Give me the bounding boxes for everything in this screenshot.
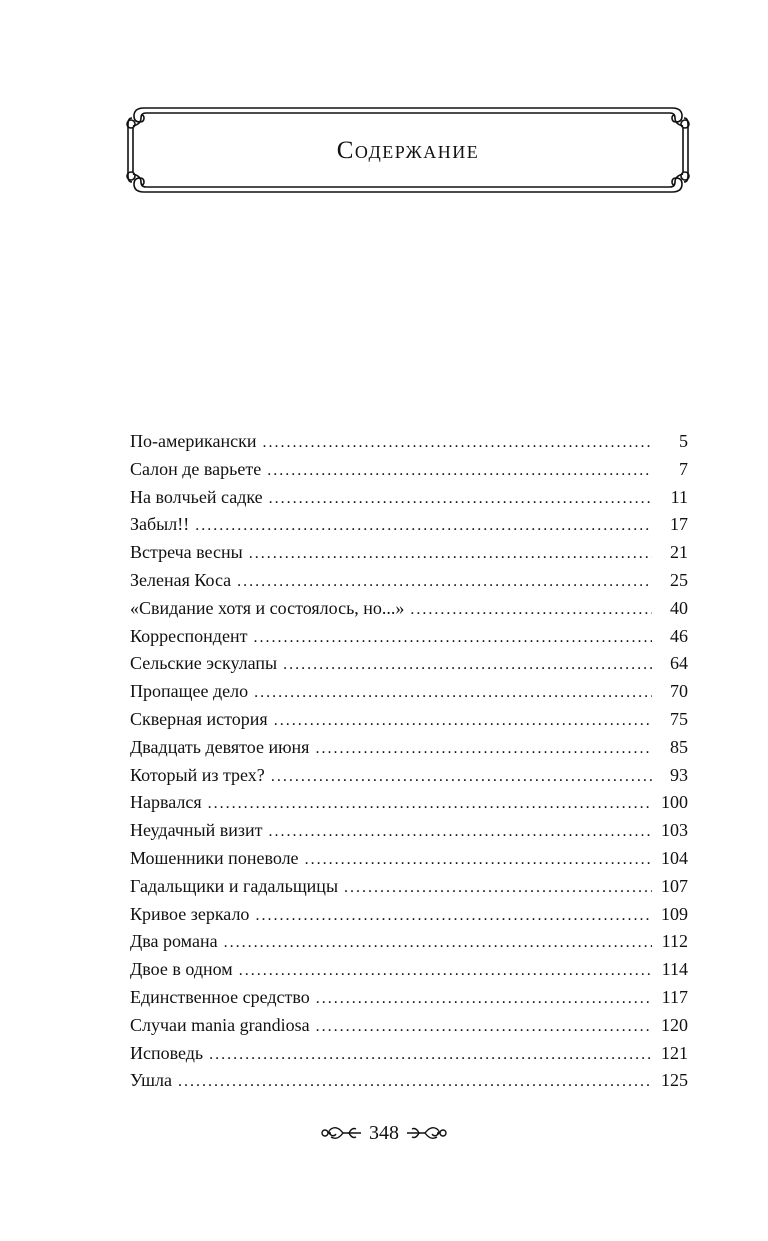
toc-entry-title: Кривое зеркало <box>130 903 250 924</box>
toc-entry-title: «Свидание хотя и состоялось, но...» <box>130 597 405 618</box>
toc-entry <box>130 428 688 456</box>
toc-entry-page: 100 <box>661 792 688 813</box>
toc-leader-dots <box>305 846 652 874</box>
toc-entry-page: 46 <box>670 625 688 646</box>
toc-leader-dots <box>249 540 652 568</box>
toc-entry-page: 93 <box>670 764 688 785</box>
contents-header-frame <box>122 104 694 196</box>
toc-entry-page: 120 <box>661 1014 688 1035</box>
toc-entry-page: 25 <box>670 569 688 590</box>
toc-entry-title: Случаи mania grandiosa <box>130 1014 310 1035</box>
toc-leader-dots <box>255 902 652 930</box>
toc-entry <box>130 539 688 567</box>
toc-leader-dots <box>254 679 652 707</box>
toc-leader-dots <box>209 1041 652 1069</box>
toc-leader-dots <box>178 1068 652 1096</box>
toc-leader-dots <box>224 929 652 957</box>
toc-entry-title: Ушла <box>130 1070 172 1091</box>
toc-entry <box>130 956 688 984</box>
toc-entry-page: 114 <box>661 959 688 980</box>
toc-entry <box>130 789 688 817</box>
toc-entry <box>130 706 688 734</box>
toc-entry <box>130 762 688 790</box>
toc-entry-page: 17 <box>670 514 688 535</box>
toc-entry-title: Зеленая Коса <box>130 569 232 590</box>
toc-entry <box>130 1012 688 1040</box>
toc-entry <box>130 511 688 539</box>
toc-entry-title: Скверная история <box>130 708 268 729</box>
toc-entry <box>130 734 688 762</box>
toc-entry-title: Забыл!! <box>130 514 190 535</box>
toc-entry-page: 103 <box>661 820 688 841</box>
toc-entry <box>130 984 688 1012</box>
toc-entry-page: 85 <box>670 736 688 757</box>
toc-leader-dots <box>237 568 652 596</box>
toc-entry <box>130 595 688 623</box>
toc-entry-page: 64 <box>670 653 688 674</box>
toc-entry-title: Гадальщики и гадальщицы <box>130 875 339 896</box>
toc-leader-dots <box>267 457 652 485</box>
toc-entry-page: 104 <box>661 847 688 868</box>
fleuron-right-icon <box>405 1122 449 1144</box>
toc-entry-page: 5 <box>679 431 688 451</box>
toc-entry-page: 21 <box>670 542 688 563</box>
toc-entry <box>130 650 688 678</box>
toc-entry-title: Исповедь <box>130 1042 204 1063</box>
toc-entry-page: 121 <box>661 1042 688 1063</box>
toc-leader-dots <box>208 790 652 818</box>
toc-leader-dots <box>269 818 653 846</box>
toc-leader-dots <box>410 596 652 624</box>
toc-entry-title: Двое в одном <box>130 959 233 980</box>
toc-entry-page: 112 <box>661 931 688 952</box>
toc-leader-dots <box>315 735 652 763</box>
toc-entry <box>130 901 688 929</box>
toc-entry-title: По-американски <box>130 431 257 451</box>
toc-entry-page: 117 <box>661 986 688 1007</box>
toc-entry-title: Два романа <box>130 931 218 952</box>
toc-entry-page: 40 <box>670 597 688 618</box>
toc-entry <box>130 1040 688 1068</box>
fleuron-left-icon <box>319 1122 363 1144</box>
toc-entry-page: 107 <box>661 875 688 896</box>
page-number: 348 <box>369 1121 399 1144</box>
table-of-contents <box>130 428 688 1095</box>
toc-entry-title: Мошенники поневоле <box>130 847 299 868</box>
toc-leader-dots <box>262 429 652 457</box>
toc-entry-title: Корреспондент <box>130 625 248 646</box>
toc-entry-title: На волчьей садке <box>130 486 263 507</box>
toc-leader-dots <box>316 1013 652 1041</box>
contents-title: Содержание <box>336 137 480 164</box>
toc-entry <box>130 1067 688 1095</box>
toc-entry-title: Неудачный визит <box>130 820 263 841</box>
toc-entry-title: Сельские эскулапы <box>130 653 278 674</box>
toc-leader-dots <box>344 874 652 902</box>
toc-leader-dots <box>239 957 652 985</box>
toc-entry <box>130 623 688 651</box>
toc-leader-dots <box>269 485 652 513</box>
toc-entry-title: Единственное средство <box>130 986 310 1007</box>
toc-entry-title: Который из трех? <box>130 764 265 785</box>
toc-entry-page: 125 <box>661 1070 688 1091</box>
toc-leader-dots <box>195 512 652 540</box>
toc-entry <box>130 456 688 484</box>
page-footer <box>0 1118 768 1148</box>
toc-entry-title: Салон де варьете <box>130 458 262 479</box>
toc-leader-dots <box>271 763 652 791</box>
toc-entry-title: Нарвался <box>130 792 202 813</box>
toc-leader-dots <box>316 985 652 1013</box>
toc-entry-title: Встреча весны <box>130 542 243 563</box>
toc-entry-page: 109 <box>661 903 688 924</box>
toc-entry-title: Пропащее дело <box>130 681 249 702</box>
toc-entry-page: 11 <box>670 486 688 507</box>
toc-leader-dots <box>274 707 652 735</box>
toc-leader-dots <box>283 651 652 679</box>
toc-leader-dots <box>253 624 652 652</box>
toc-entry-page: 75 <box>670 708 688 729</box>
toc-entry <box>130 567 688 595</box>
toc-entry <box>130 928 688 956</box>
toc-entry <box>130 845 688 873</box>
toc-entry <box>130 817 688 845</box>
toc-entry <box>130 484 688 512</box>
toc-entry-page: 7 <box>679 458 688 479</box>
toc-entry-page: 70 <box>670 681 688 702</box>
toc-entry <box>130 873 688 901</box>
toc-entry <box>130 678 688 706</box>
toc-entry-title: Двадцать девятое июня <box>130 736 310 757</box>
